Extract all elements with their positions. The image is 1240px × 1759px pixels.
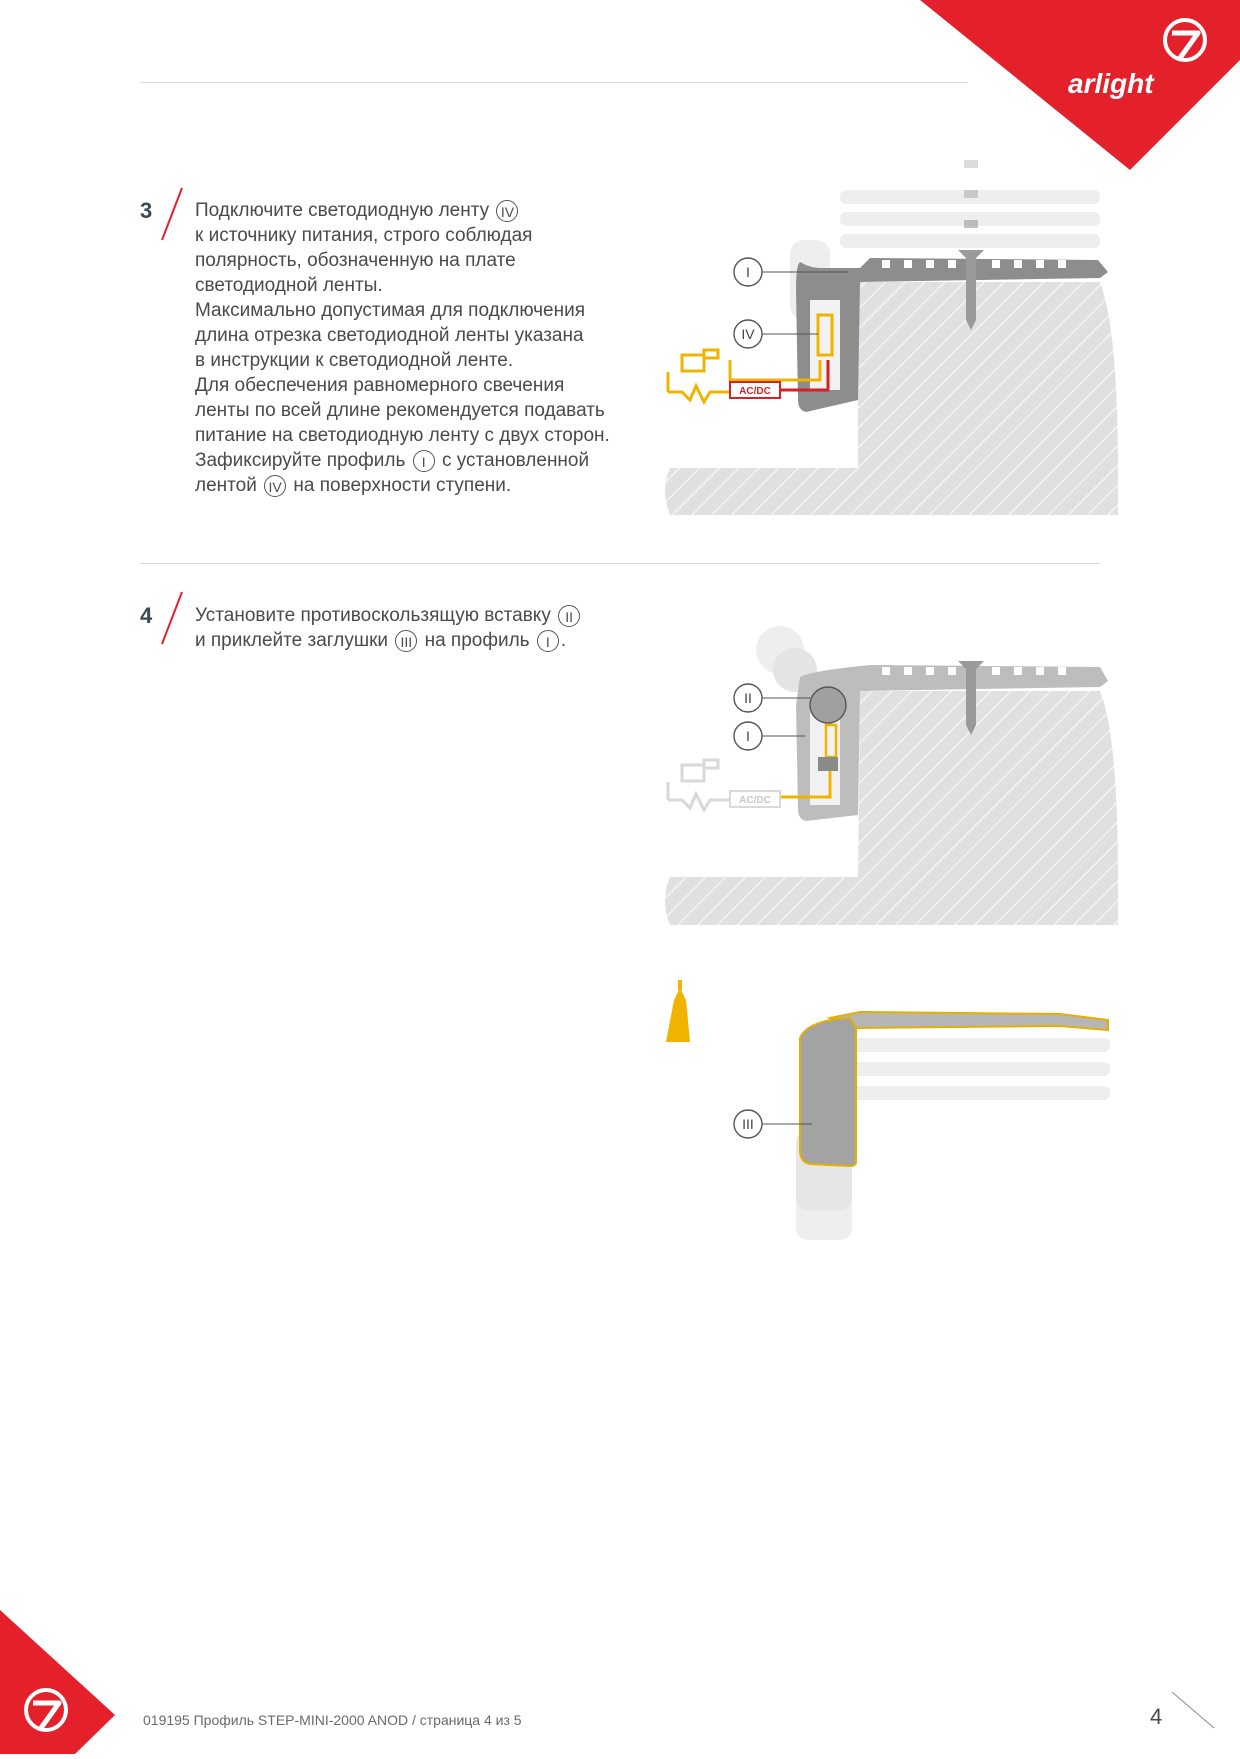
step-text-4 <box>195 603 582 653</box>
step-line <box>195 448 610 473</box>
diagram-insert-and-caps <box>660 625 1130 945</box>
step-line <box>195 248 610 273</box>
brand-logo-text: arlight <box>1068 68 1154 99</box>
step-slash-3 <box>158 186 188 242</box>
step-text-segment: с установленной <box>436 450 590 471</box>
step-text-segment: лентой <box>195 475 263 496</box>
part-badge: IV <box>264 475 286 497</box>
step-text-segment: на поверхности ступени. <box>288 475 512 496</box>
step-text-segment: питание на светодиодную ленту с двух сторон. <box>195 425 610 446</box>
step-text-segment: длина отрезка светодиодной ленты указана <box>195 325 584 346</box>
step-line <box>195 398 610 423</box>
step-text-segment: Зафиксируйте профиль <box>195 450 411 471</box>
step-text-segment: Установите противоскользящую вставку <box>195 605 557 626</box>
step-line <box>195 628 582 653</box>
part-badge: I <box>537 630 559 652</box>
step-text-segment: Для обеспечения равномерного свечения <box>195 375 565 396</box>
step-line <box>195 348 610 373</box>
step-line <box>195 423 610 448</box>
step-line <box>195 198 610 223</box>
page-number: 4 <box>1150 1704 1163 1729</box>
step-text-segment: . <box>560 630 567 651</box>
end-cap-shape <box>800 1018 856 1166</box>
step-text-segment: в инструкции к светодиодной ленте. <box>195 350 514 371</box>
part-badge: II <box>558 605 580 627</box>
step-text-segment: светодиодной ленты. <box>195 275 383 296</box>
part-badge: IV <box>496 200 518 222</box>
step-line <box>195 473 610 498</box>
step-text-segment: к источнику питания, строго соблюдая <box>195 225 533 246</box>
diagram-end-cap <box>660 980 1130 1270</box>
section-divider <box>140 563 1100 564</box>
step-text-segment: Подключите светодиодную ленту <box>195 200 495 221</box>
step-line <box>195 273 610 298</box>
step-text-segment: полярность, обозначенную на плате <box>195 250 516 271</box>
step-number-4: 4 <box>140 603 153 628</box>
glue-tube <box>666 988 690 1042</box>
header-divider <box>140 82 968 83</box>
page-corner-slash <box>1170 1690 1220 1730</box>
step-block <box>858 282 1118 470</box>
step-text-segment: ленты по всей длине рекомендуется подавать <box>195 400 605 421</box>
step-text-3 <box>195 198 610 498</box>
callout-I: I <box>746 264 750 280</box>
callout-III: III <box>742 1116 754 1132</box>
psu-plug <box>668 350 730 402</box>
footer-caption: 019195 Профиль STEP-MINI-2000 ANOD / страница 4 из 5 <box>143 1712 522 1728</box>
psu-label-2: AC/DC <box>739 795 771 806</box>
part-badge: I <box>413 450 435 472</box>
callout-II: II <box>744 690 752 706</box>
callout-IV: IV <box>741 326 755 342</box>
step-line <box>195 373 610 398</box>
psu-label: AC/DC <box>739 386 771 397</box>
step-slash-4 <box>158 590 188 646</box>
brand-corner-bottom <box>0 1610 120 1754</box>
part-badge: III <box>395 630 417 652</box>
step-number-3: 3 <box>140 198 153 223</box>
step-line <box>195 603 582 628</box>
step-line <box>195 223 610 248</box>
anti-slip-insert <box>810 687 846 723</box>
step-line <box>195 298 610 323</box>
step-line <box>195 323 610 348</box>
step-text-segment: Максимально допустимая для подключения <box>195 300 586 321</box>
step-text-segment: на профиль <box>419 630 535 651</box>
step-text-segment: и приклейте заглушки <box>195 630 394 651</box>
callout-I-2: I <box>746 728 750 744</box>
profile-top <box>830 1012 1108 1030</box>
diagram-connect-strip <box>660 150 1130 530</box>
